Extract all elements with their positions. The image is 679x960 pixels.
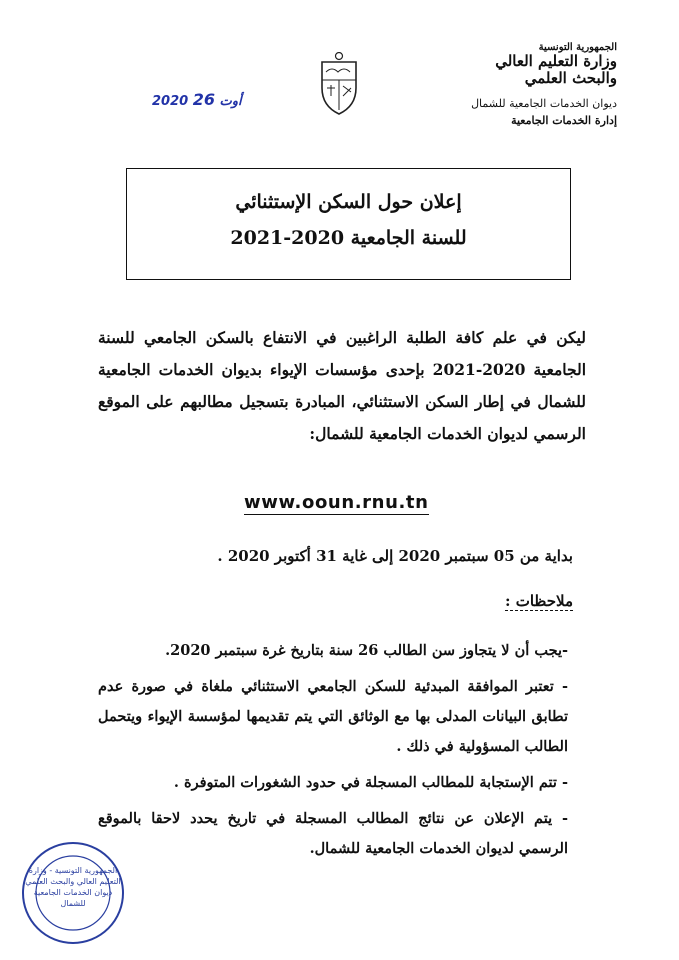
announcement-body: ليكن في علم كافة الطلبة الراغبين في الانتفاع بالسكن الجامعي للسنة الجامعية 2020-2021 بإحدى مؤسسات الإيواء بديوان الخدمات الجامعية للشمال في إطار السكن الاستثنائي، المبادرة بتسجيل مطالبهم على الموقع الرسمي لديوان الخدمات الجامعية للشمال:	[98, 328, 586, 443]
seal-inner-text: ديوان الخدمات الجامعية للشمال	[33, 888, 113, 908]
ministry-name-line1: وزارة التعليم العالي	[495, 52, 617, 70]
note-item: - تعتبر الموافقة المبدئية للسكن الجامعي الاستثنائي ملغاة في صورة عدم تطابق البيانات المدلى بها مع الوثائق التي يتم تقديمها لمؤسسة الإيواء ويتحمل الطالب المسؤولية في ذلك .	[98, 678, 568, 755]
registration-period: بداية من 05 سبتمبر 2020 إلى غاية 31 أكتوبر 2020 .	[217, 547, 573, 565]
seal-outer-text: الجمهورية التونسية - وزارة التعليم العالي والبحث العلمي	[25, 866, 121, 886]
letterhead	[417, 42, 617, 129]
office-name: ديوان الخدمات الجامعية للشمال	[471, 97, 617, 110]
tunisia-coat-of-arms-icon	[316, 52, 362, 116]
title-line2: للسنة الجامعية 2020-2021	[230, 227, 467, 249]
notes-heading-text: ملاحظات :	[504, 592, 573, 610]
date-stamp-year: 2020	[152, 94, 189, 109]
date-stamp-month: أوت	[219, 94, 242, 109]
note-item: - يتم الإعلان عن نتائج المطالب المسجلة في تاريخ يحدد لاحقا بالموقع الرسمي لديوان الخدمات الجامعية للشمال.	[98, 810, 568, 857]
note-item: -يجب أن لا يتجاوز سن الطالب 26 سنة بتاريخ غرة سبتمبر 2020.	[165, 642, 568, 659]
republic-name: الجمهورية التونسية	[538, 42, 617, 53]
website-link[interactable]: www.ooun.rnu.tn	[244, 492, 429, 513]
notes-heading	[505, 592, 573, 610]
date-stamp-day: 26	[192, 90, 215, 109]
title-line1: إعلان حول السكن الإستثنائي	[235, 191, 462, 213]
title-box	[126, 168, 571, 280]
date-stamp	[152, 90, 242, 109]
notes-list	[98, 636, 568, 870]
ministry-name-line2: والبحث العلمي	[524, 69, 617, 87]
seal-text	[20, 865, 126, 909]
department-name: إدارة الخدمات الجامعية	[511, 114, 617, 127]
note-item: - تتم الإستجابة للمطالب المسجلة في حدود الشغورات المتوفرة .	[173, 774, 568, 791]
